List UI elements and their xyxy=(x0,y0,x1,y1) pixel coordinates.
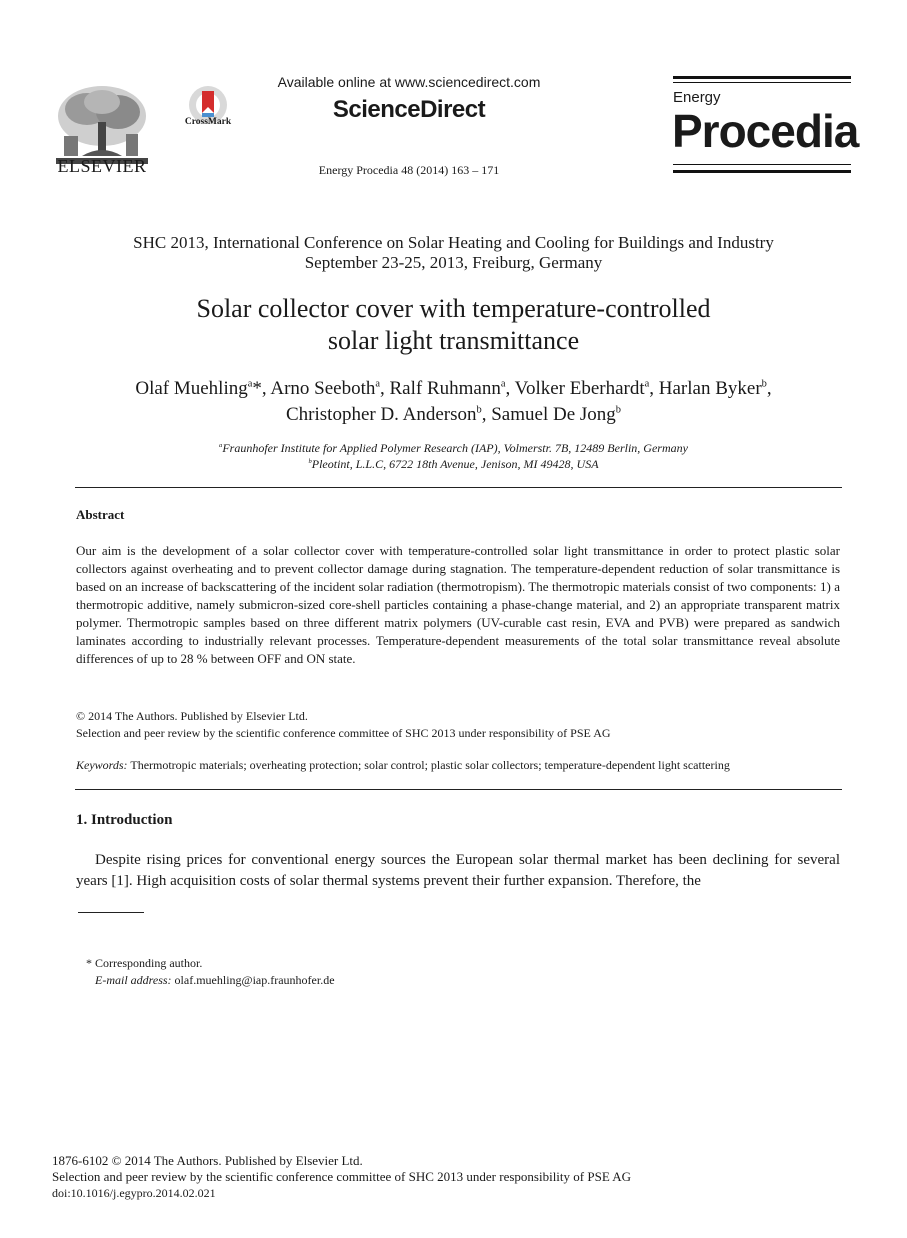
keywords-text: Thermotropic materials; overheating protection; solar control; plastic solar collectors; temperature-dependent light scattering xyxy=(130,758,730,772)
sciencedirect-title: ScienceDirect xyxy=(332,96,486,123)
procedia-top-rule xyxy=(673,76,851,79)
procedia-bottom-rule-thin xyxy=(673,164,851,165)
conference-dates: September 23-25, 2013, Freiburg, Germany xyxy=(304,253,603,272)
author-name: Arno Seeboth xyxy=(270,378,376,399)
footnote-rule xyxy=(78,912,144,913)
abstract-text: Our aim is the development of a solar collector cover with temperature-controlled solar light transmittance in order to protect plastic solar collectors against overheating and to prevent collector damage during stagnation. The temperature-dependent reduction of solar transmittance is based on an increase of backscattering of the incident solar radiation (thermotropism). The thermotropic materials consist of two components: 1) a thermotropic additive, namely submicron-sized core-shell particles containing a phase-change material, and 2) an appropriate transparent matrix polymer. Thermotropic samples based on three different matrix polymers (UV-curable cast resin, EVA and PVB) were prepared as sandwich laminates according to industrially relevant processes. Temperature-dependent measurements of the total solar transmittance reveal absolute differences of up to 28 % between OFF and ON state. xyxy=(76,543,840,666)
abstract-body xyxy=(76,542,840,668)
author-name: Olaf Muehling xyxy=(135,378,248,399)
journal-name-large: Procedia xyxy=(672,105,859,157)
author-affiliation-mark: b xyxy=(615,404,621,416)
footer-peer-review: Selection and peer review by the scientific conference committee of SHC 2013 under responsibility of PSE AG xyxy=(52,1169,632,1184)
author-affiliation-mark: a xyxy=(644,378,650,390)
keywords xyxy=(76,758,730,773)
copyright-line: © 2014 The Authors. Published by Elsevier Ltd. xyxy=(76,709,308,723)
procedia-top-rule-thin xyxy=(673,82,851,83)
crossmark-label: CrossMark xyxy=(184,117,232,127)
author-list: Olaf Muehling$^a$*, Arno Seeboth$^a$, Ralf Ruhmann$^a$, Volker Eberhardt$^a$, Harlan Byker$^b$, Christopher D. Anderson$^b$, Samuel De Jong$^b$ xyxy=(135,378,772,425)
abstract-copyright xyxy=(76,708,611,742)
doi-link[interactable]: doi:10.1016/j.egypro.2014.02.021 xyxy=(52,1186,216,1200)
journal-name-small: Energy xyxy=(673,89,721,106)
author-name: Volker Eberhardt xyxy=(514,378,645,399)
conference-info xyxy=(40,233,867,273)
author-name: Samuel De Jong xyxy=(491,404,616,425)
affiliations xyxy=(40,440,867,472)
email-link[interactable]: olaf.muehling@iap.fraunhofer.de xyxy=(174,973,335,987)
journal-citation: Energy Procedia 48 (2014) 163 – 171 xyxy=(318,163,500,177)
introduction-text: Despite rising prices for conventional energy sources the European solar thermal market has been declining for several years [1]. High acquisition costs of solar thermal systems prevent their further expansion. Therefore, the xyxy=(76,852,840,889)
author-name: Ralf Ruhmann xyxy=(389,378,501,399)
title-line: Solar collector cover with temperature-controlled xyxy=(196,294,711,323)
title-line: solar light transmittance xyxy=(327,326,580,355)
footer-copyright: 1876-6102 © 2014 The Authors. Published by Elsevier Ltd. xyxy=(52,1153,363,1168)
divider xyxy=(75,487,842,488)
author-affiliation-mark: a xyxy=(375,378,380,390)
publisher-name: ELSEVIER xyxy=(57,156,147,176)
paper-title xyxy=(40,293,867,357)
keywords-label: Keywords: xyxy=(76,758,128,772)
author-affiliation-mark: b xyxy=(761,378,767,390)
introduction-body xyxy=(76,850,840,892)
footnote xyxy=(86,955,335,989)
section-heading: 1. Introduction xyxy=(76,812,173,828)
affiliation-b: Pleotint, L.L.C, 6722 18th Avenue, Jenison, MI 49428, USA xyxy=(311,457,599,471)
affiliation-a: Fraunhofer Institute for Applied Polymer Research (IAP), Volmerstr. 7B, 12489 Berlin, Germany xyxy=(222,441,688,455)
author-affiliation-mark: a xyxy=(247,378,253,390)
author-affiliation-mark: a xyxy=(500,378,506,390)
author-name: Christopher D. Anderson xyxy=(286,404,477,425)
available-online-link[interactable]: Available online at www.sciencedirect.com xyxy=(277,74,541,90)
peer-review-line: Selection and peer review by the scientific conference committee of SHC 2013 under responsibility of PSE AG xyxy=(76,726,611,740)
divider xyxy=(75,789,842,790)
abstract-heading: Abstract xyxy=(76,507,125,522)
author-affiliation-mark: b xyxy=(476,404,482,416)
email-label: E-mail address: xyxy=(95,973,172,987)
author-name: Harlan Byker xyxy=(658,378,762,399)
affiliation-mark: a xyxy=(219,442,223,449)
corresponding-author: * Corresponding author. xyxy=(86,956,203,970)
procedia-bottom-rule xyxy=(673,170,851,173)
conference-line: SHC 2013, International Conference on Solar Heating and Cooling for Buildings and Industry xyxy=(133,233,774,252)
page-footer xyxy=(52,1153,631,1201)
affiliation-mark: b xyxy=(308,458,312,465)
